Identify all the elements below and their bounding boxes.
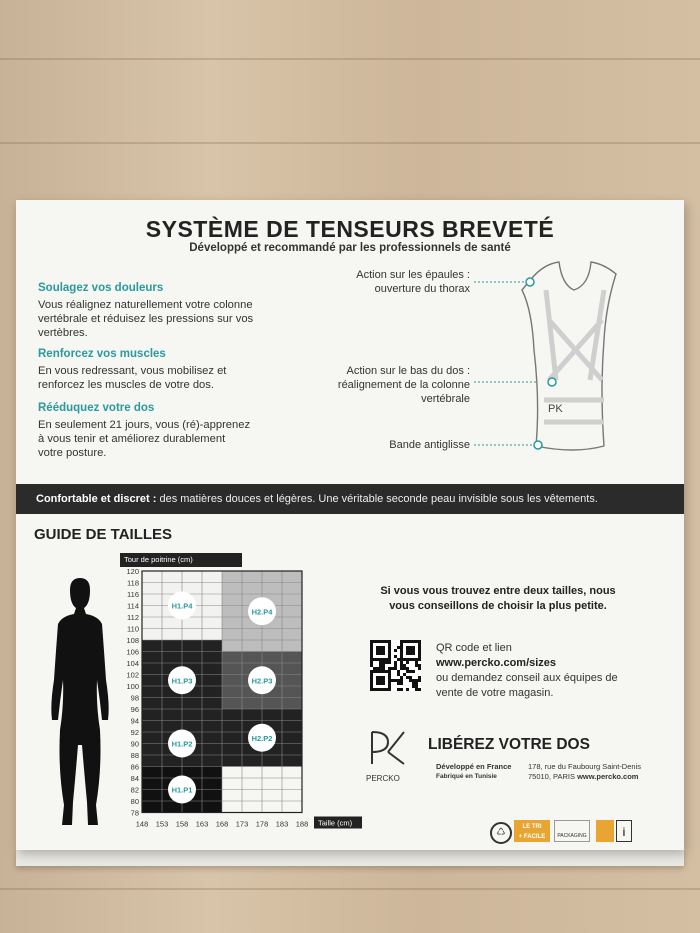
size-guide-title: GUIDE DE TAILLES xyxy=(34,526,173,543)
y-tick-label: 120 xyxy=(126,567,139,576)
logo-text: PERCKO xyxy=(366,774,400,783)
y-tick-label: 102 xyxy=(126,670,139,680)
marker-dot xyxy=(548,378,556,386)
pk-mark: PK xyxy=(548,403,563,415)
x-tick-label: 158 xyxy=(175,819,189,829)
size-label: H1.P2 xyxy=(171,739,193,749)
y-tick-label: 112 xyxy=(127,613,139,622)
y-tick-label: 104 xyxy=(126,659,139,668)
y-tick-label: 108 xyxy=(126,636,139,645)
size-label: H2.P2 xyxy=(251,733,273,743)
box-edge xyxy=(16,850,684,866)
y-tick-label: 90 xyxy=(130,739,139,749)
qr-code-icon[interactable] xyxy=(370,640,422,692)
packaging-icon: PACKAGING xyxy=(554,820,590,842)
size-label: H2.P3 xyxy=(251,676,273,686)
annotation-lower-back: Action sur le bas du dos : réalignement de la colonne vertébrale xyxy=(337,365,470,405)
comfort-band: Confortable et discret : des matières douces et légères. Une véritable seconde peau invisible sous les vêtements. xyxy=(16,484,684,514)
size-label: H1.P1 xyxy=(171,785,193,795)
y-tick-label: 86 xyxy=(130,762,139,772)
x-tick-label: 168 xyxy=(215,819,229,829)
feature-heading: Soulagez vos douleurs xyxy=(38,282,164,294)
y-tick-label: 100 xyxy=(126,682,139,691)
page-title: SYSTÈME DE TENSEURS BREVETÉ xyxy=(145,216,555,242)
x-tick-label: 188 xyxy=(295,819,309,829)
x-tick-label: 163 xyxy=(195,819,209,829)
x-tick-label: 148 xyxy=(135,819,149,829)
y-tick-label: 96 xyxy=(130,705,139,714)
x-tick-label: 183 xyxy=(275,819,289,829)
product-box xyxy=(16,200,684,850)
size-advice: Si vous vous trouvez entre deux tailles, nous vous conseillons de choisir la plus petite. xyxy=(380,585,616,612)
y-tick-label: 94 xyxy=(130,716,139,726)
annotation-shoulders: Action sur les épaules : ouverture du thorax xyxy=(356,269,470,295)
feature-text: Vous réalignez naturellement votre colonne vertébrale et réduisez les pressions sur vos vertèbres. xyxy=(38,299,254,339)
y-tick-label: 114 xyxy=(127,601,139,611)
size-chart xyxy=(120,567,396,837)
feature-text: En vous redressant, vous mobilisez et renforcez les muscles de votre dos. xyxy=(38,365,227,391)
x-axis-label: Taille (cm) xyxy=(318,818,353,828)
size-label: H1.P3 xyxy=(171,676,193,686)
x-tick-label: 153 xyxy=(155,819,169,829)
chart-title: Tour de poitrine (cm) xyxy=(120,553,242,567)
y-tick-label: 88 xyxy=(130,751,139,760)
marker-dot xyxy=(526,278,534,286)
tri-badge: LE TRI + FACILE xyxy=(514,820,550,842)
y-tick-label: 116 xyxy=(127,590,139,599)
brand-slogan: LIBÉREZ VOTRE DOS xyxy=(428,736,590,753)
subtitle: Développé et recommandé par les professionnels de santé xyxy=(189,242,511,254)
feature-heading: Renforcez vos muscles xyxy=(38,348,166,360)
made-in: Développé en France Fabriqué en Tunisie xyxy=(436,762,512,780)
y-tick-label: 92 xyxy=(130,728,139,737)
marker-dot xyxy=(534,441,542,449)
body-silhouette-icon xyxy=(40,570,120,840)
feature-heading: Rééduquez votre dos xyxy=(38,402,155,414)
size-label: H1.P4 xyxy=(171,601,193,611)
y-tick-label: 78 xyxy=(130,808,139,818)
x-tick-label: 173 xyxy=(235,819,249,829)
percko-logo-icon xyxy=(366,728,412,770)
address: 178, rue du Faubourg Saint-Denis 75010, PARIS www.percko.com xyxy=(528,762,641,781)
x-tick-label: 178 xyxy=(255,819,269,829)
y-tick-label: 110 xyxy=(127,624,139,634)
y-tick-label: 106 xyxy=(126,647,139,657)
y-tick-label: 98 xyxy=(130,693,139,703)
size-link[interactable]: www.percko.com/sizes xyxy=(436,657,557,669)
tank-top-illustration xyxy=(474,260,644,470)
qr-text: QR code et lien www.percko.com/sizes ou demandez conseil aux équipes de vente de votre magasin. xyxy=(436,642,618,699)
feature-text: En seulement 21 jours, vous (ré)-apprenez à vous tenir et améliorez durablement votre posture. xyxy=(38,419,251,459)
size-label: H2.P4 xyxy=(251,607,273,617)
info-icon: i xyxy=(616,820,632,842)
y-tick-label: 84 xyxy=(130,774,139,783)
y-tick-label: 80 xyxy=(130,797,139,806)
y-tick-label: 118 xyxy=(127,578,139,588)
y-tick-label: 82 xyxy=(130,785,139,795)
bin-icon xyxy=(596,820,614,842)
annotation-band: Bande antiglisse xyxy=(389,439,470,451)
recycle-icon: ♺ xyxy=(490,822,512,844)
